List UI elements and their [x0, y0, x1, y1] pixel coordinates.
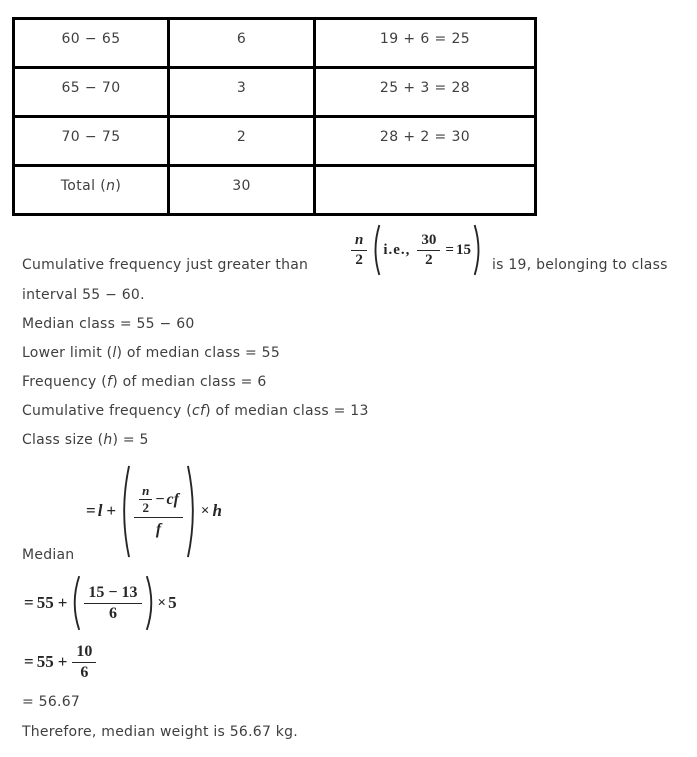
frequency-line	[22, 374, 267, 390]
plus-sign: +	[106, 501, 117, 520]
cumulative-frequency-cell: 28 + 2 = 30	[315, 117, 536, 166]
result-15: 15	[455, 241, 471, 258]
times-sign: ×	[157, 594, 167, 611]
big-fraction	[131, 484, 186, 538]
lower-limit-line	[22, 345, 280, 361]
cumulative-line-post: is 19, belonging to class	[492, 257, 668, 273]
fraction-numerator: 10	[72, 643, 96, 663]
ie-label: i.e.,	[383, 241, 411, 258]
cumulative-frequency-line	[22, 403, 369, 419]
multiplier-5: 5	[168, 593, 177, 612]
fraction-numerator: n	[139, 484, 152, 500]
median-label: Median	[22, 547, 75, 563]
value-55: 55	[36, 593, 54, 612]
substitution-step-formula	[22, 574, 179, 632]
fraction-numerator: n	[351, 232, 367, 251]
minus-sign: −	[155, 490, 165, 508]
total-label-prefix: Total (	[60, 177, 107, 194]
fifteen-minus-thirteen-fraction	[81, 584, 144, 622]
n-over-2-fraction	[138, 484, 153, 516]
h-variable: h	[212, 501, 222, 520]
h-symbol: h	[103, 432, 113, 448]
lower-limit-post: ) of median class = 55	[116, 345, 280, 361]
frequency-cell: 6	[169, 19, 315, 68]
fraction-denominator: 6	[108, 604, 117, 622]
fraction-denominator: 2	[355, 251, 363, 268]
times-sign: ×	[200, 502, 210, 519]
conclusion-line: Therefore, median weight is 56.67 kg.	[22, 724, 298, 740]
lower-limit-pre: Lower limit (	[22, 345, 113, 361]
frequency-post: ) of median class = 6	[112, 374, 267, 390]
close-paren	[186, 464, 199, 559]
close-paren	[145, 575, 157, 631]
simplified-step-formula	[22, 637, 99, 687]
fraction-denominator: 2	[142, 500, 149, 516]
cf-symbol: cf	[192, 403, 206, 419]
frequency-cell: 3	[169, 68, 315, 117]
class-size-post: ) = 5	[112, 432, 149, 448]
l-symbol: l	[112, 345, 117, 361]
n-over-2-inline-formula	[348, 222, 484, 278]
cumulative-frequency-cell: 25 + 3 = 28	[315, 68, 536, 117]
f-symbol: f	[107, 374, 113, 390]
total-n-symbol: n	[106, 177, 116, 194]
value-55: 55	[36, 652, 54, 671]
equals-sign: =	[445, 241, 454, 258]
table-row	[14, 68, 536, 117]
total-label-cell	[14, 166, 169, 215]
median-class-line: Median class = 55 − 60	[22, 316, 195, 332]
equals-sign: =	[24, 593, 34, 612]
open-paren	[69, 575, 81, 631]
cf-variable: cf	[166, 490, 179, 508]
table-row	[14, 117, 536, 166]
plus-sign: +	[57, 652, 68, 671]
close-paren	[473, 224, 484, 276]
class-size-line	[22, 432, 149, 448]
cumulative-frequency-cell: 19 + 6 = 25	[315, 19, 536, 68]
empty-cell	[315, 166, 536, 215]
cf-pre: Cumulative frequency (	[22, 403, 192, 419]
class-interval-cell: 70 − 75	[14, 117, 169, 166]
ten-over-six-fraction	[69, 643, 99, 681]
interval-line: interval 55 − 60.	[22, 287, 145, 303]
open-paren	[370, 224, 381, 276]
class-interval-cell: 60 − 65	[14, 19, 169, 68]
cf-post: ) of median class = 13	[205, 403, 369, 419]
total-value-cell: 30	[169, 166, 315, 215]
frequency-pre: Frequency (	[22, 374, 107, 390]
table-row	[14, 19, 536, 68]
l-variable: l	[97, 501, 103, 520]
fraction-denominator: 6	[80, 663, 89, 681]
f-variable: f	[155, 520, 162, 538]
open-paren	[118, 464, 131, 559]
class-interval-cell: 65 − 70	[14, 68, 169, 117]
thirty-over-2-fraction	[414, 232, 443, 268]
class-size-pre: Class size (	[22, 432, 104, 448]
result-line: = 56.67	[22, 694, 81, 710]
fraction-numerator: 15 − 13	[84, 584, 141, 604]
frequency-table	[12, 17, 537, 216]
equals-sign: =	[24, 652, 34, 671]
plus-sign: +	[57, 593, 68, 612]
equals-sign: =	[86, 501, 96, 520]
cumulative-line-pre: Cumulative frequency just greater than	[22, 257, 309, 273]
fraction-numerator: 30	[417, 232, 440, 251]
big-fraction-numerator	[134, 484, 183, 518]
n-over-2-fraction	[348, 232, 370, 268]
total-label-suffix: )	[115, 177, 122, 194]
table-total-row	[14, 166, 536, 215]
frequency-cell: 2	[169, 117, 315, 166]
median-general-formula	[84, 462, 224, 560]
fraction-denominator: 2	[425, 251, 433, 268]
